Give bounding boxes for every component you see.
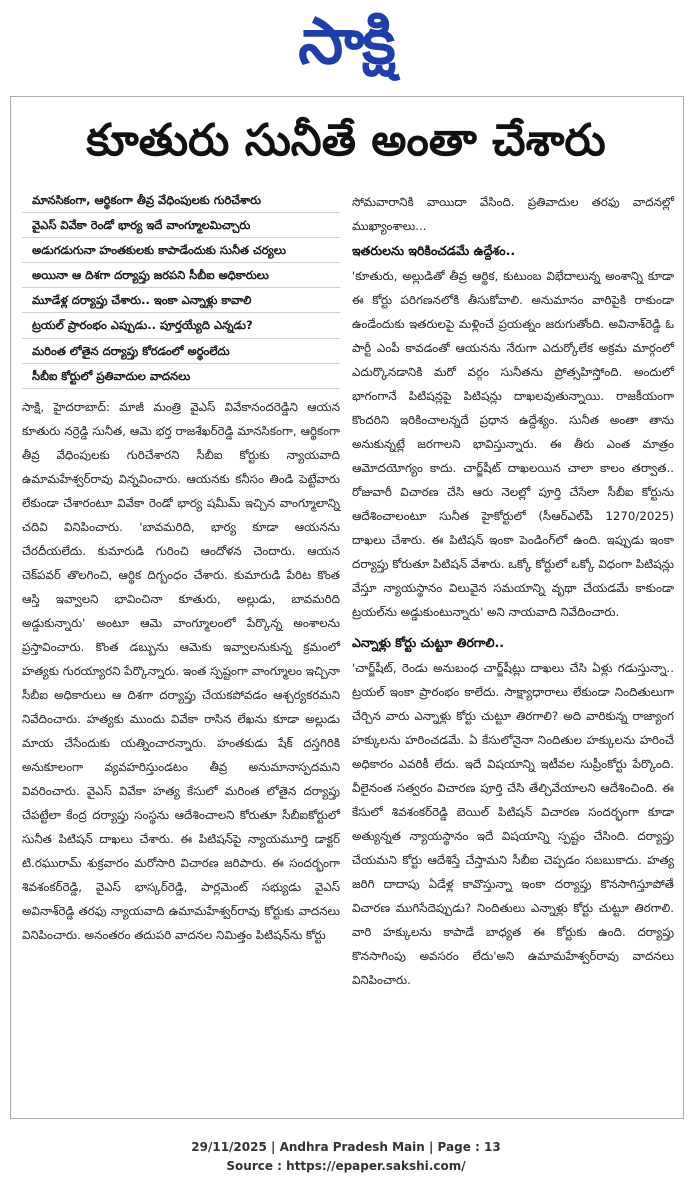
summary-item: అయినా ఆ దిశగా దర్యాప్తు జరపని సీబీఐ అధికారులు <box>22 263 340 288</box>
right-body-paragraph: 'కూతురు, అల్లుడితో తీవ్ర ఆర్థిక, కుటుంబ విభేదాలున్న అంశాన్ని కూడా ఈ కోర్టు పరిగణనలోకి తీసుకోవాలి. అనుమానం వారిపైకి రాకుండా ఉండేందుకు ఇతరులపై మళ్లించే ప్రయత్నం జరుగుతోంది. అవినాశ్‌రెడ్డి ఓ పార్టీ ఎంపీ కావడంతో ఆయనను నేరుగా ఎదుర్కోలేక అక్రమ మార్గంలో ఎదుర్కొనడానికి మరో వర్గం సునీతను ప్రోత్సహిస్తోంది. అందులో భాగంగానే పిటిషన్లపై పిటిషన్లు దాఖలవుతున్నాయి. రాజకీయంగా కొందరిని ఇరికించాలన్నదే ప్రధాన ఉద్దేశ్యం. సునీత అంతా తాను అనుకున్నట్లే జరగాలని భావిస్తున్నారు. ఈ తీరు ఎంత మాత్రం ఆమోదయోగ్యం కాదు. చార్జ్‌షీట్ దాఖలయిన చాలా కాలం తర్వాత.. రోజువారీ విచారణ చేసి ఆరు నెలల్లో పూర్తి చేసేలా సీబీఐ కోర్టును ఆదేశించాలంటూ సునీత హైకోర్టులో (సీఆర్‌ఎల్‌పీ 1270/2025) దాఖలు చేశారు. ఈ పిటిషన్ ఇంకా పెండింగ్‌లో ఉంది. ఇప్పుడు ఇంకా దర్యాప్తు కోరుతూ పిటిషన్ వేశారు. ఒక్కో కోర్టులో ఒక్కో విధంగా పిటిషన్లు వేస్తూ న్యాయస్థానం విలువైన సమయాన్ని వృథా చేయడమే కాకుండా ట్రయల్‌ను అడ్డుకుంటున్నారు' అని నాయవాది నివేదించారు. <box>352 269 674 619</box>
summary-item: వైఎస్ వివేకా రెండో భార్య ఇదే వాంగ్మూలమిచ్చారు <box>22 213 340 238</box>
summary-item: మరింత లోతైన దర్యాప్తు కోరడంలో అర్థంలేదు <box>22 339 340 364</box>
summary-list <box>22 190 340 389</box>
summary-item: అడుగడుగునా హంతకులకు కాపాడేందుకు సునీత చర్యలు <box>22 238 340 263</box>
headline <box>20 108 672 184</box>
right-column <box>352 190 674 992</box>
footer <box>0 1138 692 1176</box>
spacer <box>352 624 674 630</box>
left-column <box>22 190 340 947</box>
right-body-paragraph: 'చార్జ్‌షీట్, రెండు అనుబంధ చార్జ్‌షీట్లు దాఖలు చేసి ఏళ్లు గడుస్తున్నా.. ట్రయల్ ఇంకా ప్రారంభం కాలేదు. సాక్ష్యాధారాలు లేకుండా నిందితులుగా చేర్చిన వారు ఎన్నాళ్లు కోర్టు చుట్టూ తిరగాలి? అది వారికున్న రాజ్యాంగ హక్కులను హరించడమే. ఏ కేసులోనైనా నిందితుల హక్కులను హరించే అధికారం ఎవరికీ లేదు. ఇదే విషయాన్ని ఇటీవల సుప్రీంకోర్టు పేర్కొంది. వీలైనంత సత్వరం విచారణ పూర్తి చేసి తేల్చివేయాలని ఆదేశించింది. ఈ కేసులో శివశంకర్‌రెడ్డి బెయిల్ పిటిషన్ విచారణ సందర్భంగా కూడా అత్యున్నత న్యాయస్థానం ఇదే విషయాన్ని స్పష్టం చేసింది. దర్యాప్తు చేయమని కోర్టు ఆదేశిస్తే చేస్తామని సీబీఐ చెప్పడం సబబుకాదు. హత్య జరిగి దాదాపు ఏడేళ్ల కావొస్తున్నా ఇంకా దర్యాప్తు కొనసాగిస్తూపోతే విచారణ ముగిసేదెప్పుడు? నిందితులు ఎన్నాళ్లు కోర్టు చుట్టూ తిరగాలి. వారి హక్కులను కాపాడే బాధ్యత ఈ కోర్టుకు ఉంది. దర్యాప్తు కొనసాగింపు అవసరం లేదు'అని ఉమామహేశ్వర్‌రావు వాదనలు వినిపించారు. <box>352 661 674 987</box>
right-intro-paragraph: సోమవారానికి వాయిదా వేసింది. ప్రతివాదుల తరఫు వాదనల్లో ముఖ్యాంశాలు... <box>352 195 674 233</box>
summary-item: సీబీఐ కోర్టులో ప్రతివాదుల వాదనలు <box>22 364 340 389</box>
summary-item: ట్రయల్ ప్రారంభం ఎప్పుడు.. పూర్తయ్యేది ఎన్నడు? <box>22 313 340 338</box>
footer-date-edition: 29/11/2025 | Andhra Pradesh Main | Page : 13 <box>191 1140 501 1154</box>
subheading-others: ఇతరులను ఇరికించడమే ఉద్దేశం.. <box>352 243 516 258</box>
subheading-court: ఎన్నాళ్లు కోర్టు చుట్టూ తిరగాలి.. <box>352 635 505 650</box>
masthead-logo <box>0 0 692 84</box>
logo-text: సాక్షి <box>298 5 394 79</box>
summary-item: మానసికంగా, ఆర్థికంగా తీవ్ర వేధింపులకు గురిచేశారు <box>22 190 340 213</box>
left-body-paragraph: సాక్షి, హైదరాబాద్: మాజీ మంత్రి వైఎస్ వివేకానందరెడ్డిని ఆయన కూతురు నర్రెడ్డి సునీత, ఆమె భర్త రాజశేఖర్‌రెడ్డి మానసికంగా, ఆర్థికంగా తీవ్ర వేధింపులకు గురిచేశారని సీబీఐ కోర్టుకు న్యాయవాది ఉమామహేశ్వర్‌రావు విన్నవించారు. ఆయనకు కనీసం తిండి పెట్టేవారు లేకుండా చేశారంటూ వివేకా రెండో భార్య షమీమ్ ఇచ్చిన వాంగ్మూలాన్ని చదివి వినిపించారు. 'బావమరిది, భార్య కూడా ఆయనను చేరదీయలేదు. కుమారుడి గురించి ఆందోళన చెందారు. ఆయన చెక్‌పవర్ తొలగించి, ఆర్థిక దిగ్బంధం చేశారు. కుమారుడి పేరిట కొంత ఆస్తి ఇవ్వాలని భావించినా కూతురు, అల్లుడు, బావమరిది అడ్డుకున్నారు' అంటూ ఆమె వాంగ్మూలంలో పేర్కొన్న అంశాలను ప్రస్తావించారు. కొంత డబ్బును ఆమెకు ఇవ్వాలనుకున్న క్రమంలో హత్యకు గురయ్యారని పేర్కొన్నారు. ఇంత స్పష్టంగా వాంగ్మూలం ఇచ్చినా సీబీఐ అధికారులు ఆ దిశగా దర్యాప్తు చేయకపోవడం ఆశ్చర్యకరమని నివేదించారు. హత్యకు ముందు వివేకా రాసిన లేఖను కూడా అల్లుడు మాయ చేసేందుకు యత్నించారన్నారు. హంతకుడు షేక్ దస్తగిరికి అనుకూలంగా వ్యవహరిస్తుండటం తీవ్ర అనుమానాస్పదమని వివరించారు. వైఎస్ వివేకా హత్య కేసులో మరింత లోతైన దర్యాప్తు చేపట్టేలా కేంద్ర దర్యాప్తు సంస్థను ఆదేశించాలని కోరుతూ సీబీఐకోర్టులో సునీత పిటిషన్ దాఖలు చేశారు. ఈ పిటిషన్‌పై న్యాయమూర్తి డాక్టర్ టి.రఘురామ్ శుక్రవారం మరోసారి విచారణ జరిపారు. ఈ సందర్భంగా శివశంకర్‌రెడ్డి, వైఎస్ భాస్కర్‌రెడ్డి, పార్లమెంట్ సభ్యుడు వైఎస్ అవినాశ్‌రెడ్డి తరఫు న్యాయవాది ఉమామహేశ్వర్‌రావు కోర్టుకు వాదనలు వినిపించారు. అనంతరం తదుపరి వాదనల నిమిత్తం పిటిషన్‌ను కోర్టు <box>22 399 340 942</box>
footer-source: Source : https://epaper.sakshi.com/ <box>226 1159 466 1173</box>
headline-text: కూతురు సునీతే అంతా చేశారు <box>86 115 606 166</box>
summary-item: మూడేళ్ల దర్యాప్తు చేశారు.. ఇంకా ఎన్నాళ్లు కావాలి <box>22 288 340 313</box>
